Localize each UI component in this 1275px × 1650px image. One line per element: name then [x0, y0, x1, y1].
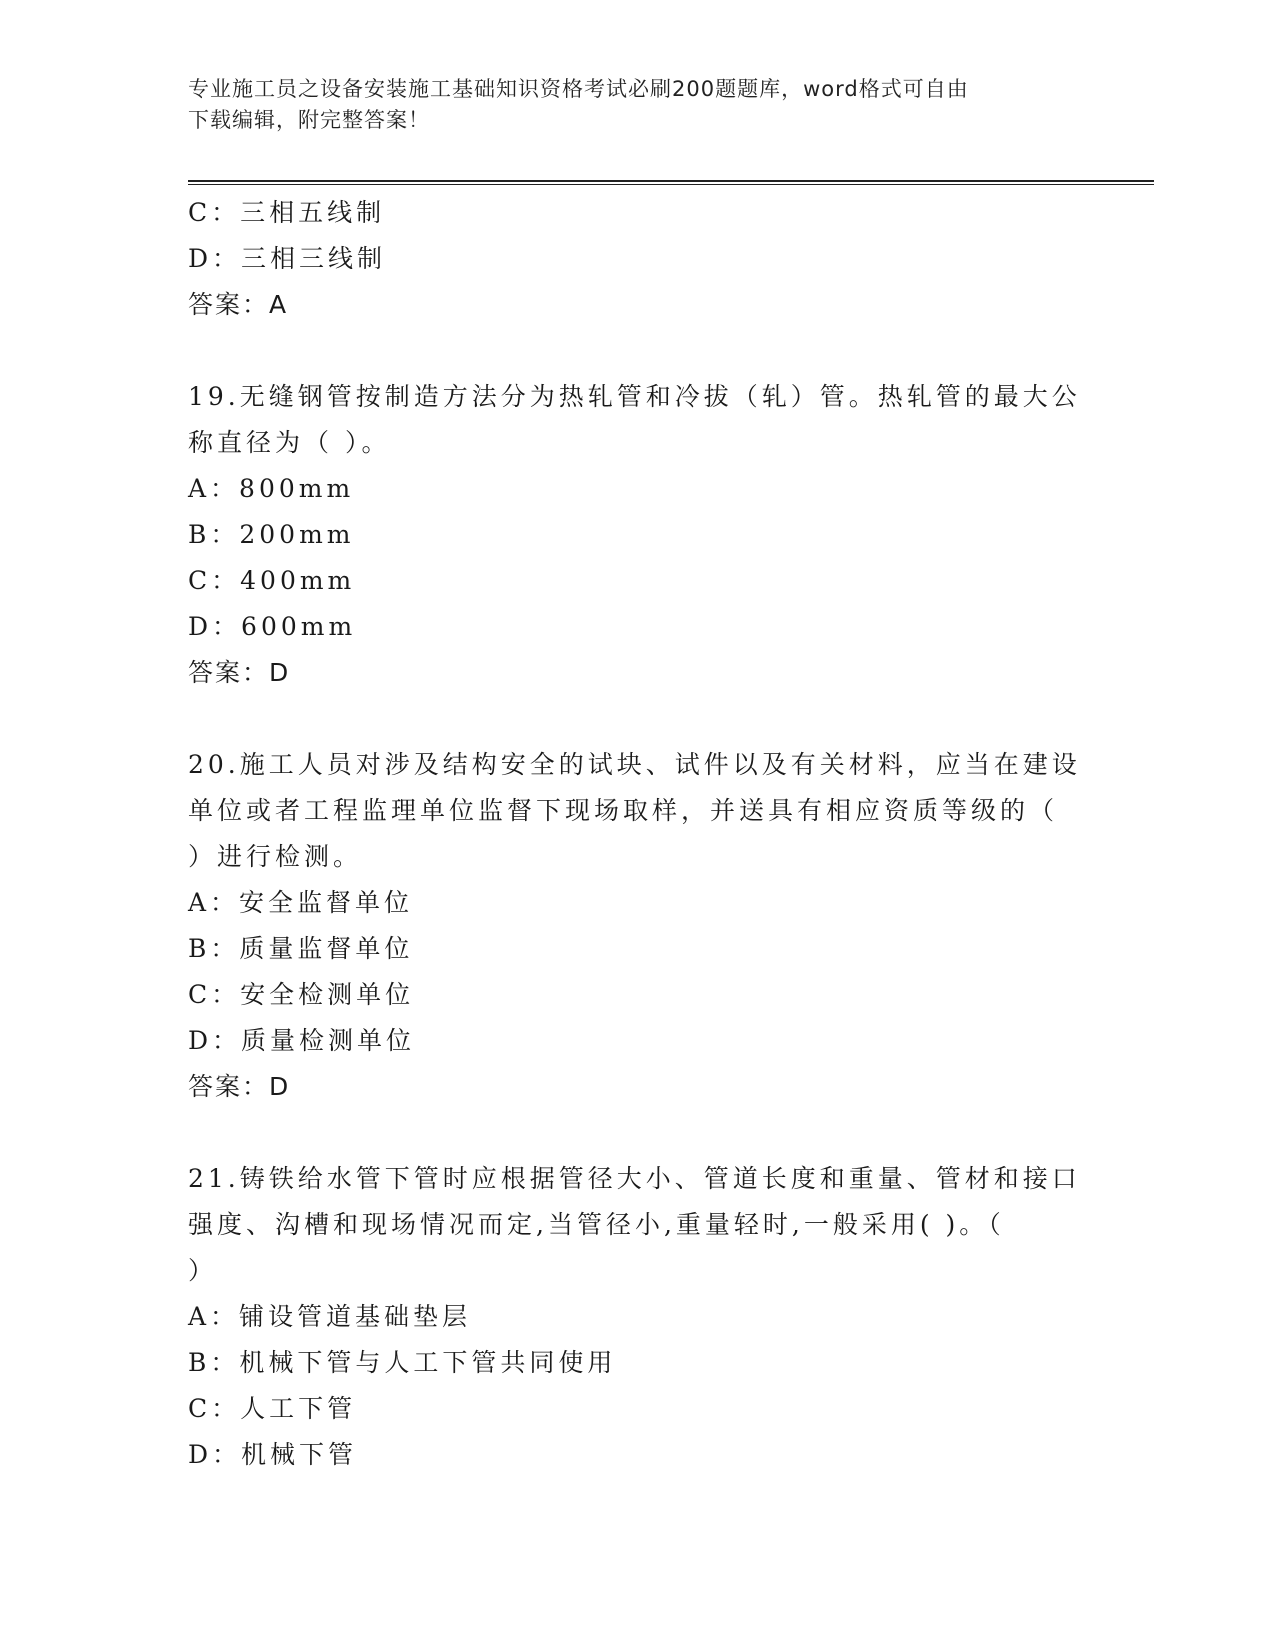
option-d: D：质量检测单位	[188, 1026, 416, 1055]
question-stem: 称直径为（ ）。	[188, 428, 391, 457]
header-divider	[188, 180, 1154, 182]
question-20	[188, 742, 1088, 1110]
option-b: B：200mm	[188, 520, 355, 549]
option-a: A：800mm	[188, 474, 355, 503]
option-b: B：质量监督单位	[188, 934, 414, 963]
answer-line: 答案：D	[188, 1072, 291, 1101]
question-stem: 单位或者工程监理单位监督下现场取样，并送具有相应资质等级的（	[188, 796, 1059, 825]
document-body	[188, 190, 1088, 1478]
answer-line: 答案：A	[188, 290, 289, 319]
prev-question-block	[188, 190, 1088, 328]
question-19	[188, 374, 1088, 696]
spacer	[188, 328, 1088, 374]
option-a: A：安全监督单位	[188, 888, 414, 917]
option-c: C：400mm	[188, 566, 356, 595]
question-stem: ）	[188, 1256, 218, 1285]
option-d: D：三相三线制	[188, 244, 387, 273]
header-divider-thin	[188, 184, 1154, 185]
option-d: D：600mm	[188, 612, 357, 641]
question-stem: 20.施工人员对涉及结构安全的试块、试件以及有关材料，应当在建设	[188, 750, 1081, 779]
question-stem: 21.铸铁给水管下管时应根据管径大小、管道长度和重量、管材和接口	[188, 1164, 1081, 1193]
option-c: C：安全检测单位	[188, 980, 415, 1009]
option-c: C：三相五线制	[188, 198, 386, 227]
option-a: A：铺设管道基础垫层	[188, 1302, 472, 1331]
question-21	[188, 1156, 1088, 1478]
spacer	[188, 696, 1088, 742]
question-stem: ）进行检测。	[188, 842, 363, 871]
option-d: D：机械下管	[188, 1440, 358, 1469]
spacer	[188, 1110, 1088, 1156]
option-b: B：机械下管与人工下管共同使用	[188, 1348, 617, 1377]
answer-line: 答案：D	[188, 658, 291, 687]
header-line-1: 专业施工员之设备安装施工基础知识资格考试必刷200题题库，word格式可自由	[188, 77, 969, 101]
question-stem: 强度、沟槽和现场情况而定,当管径小,重量轻时,一般采用( )。（	[188, 1210, 1005, 1239]
question-stem: 19.无缝钢管按制造方法分为热轧管和冷拔（轧）管。热轧管的最大公	[188, 382, 1081, 411]
header-line-2: 下载编辑，附完整答案！	[188, 108, 430, 132]
option-c: C：人工下管	[188, 1394, 357, 1423]
page-header	[188, 74, 1068, 136]
